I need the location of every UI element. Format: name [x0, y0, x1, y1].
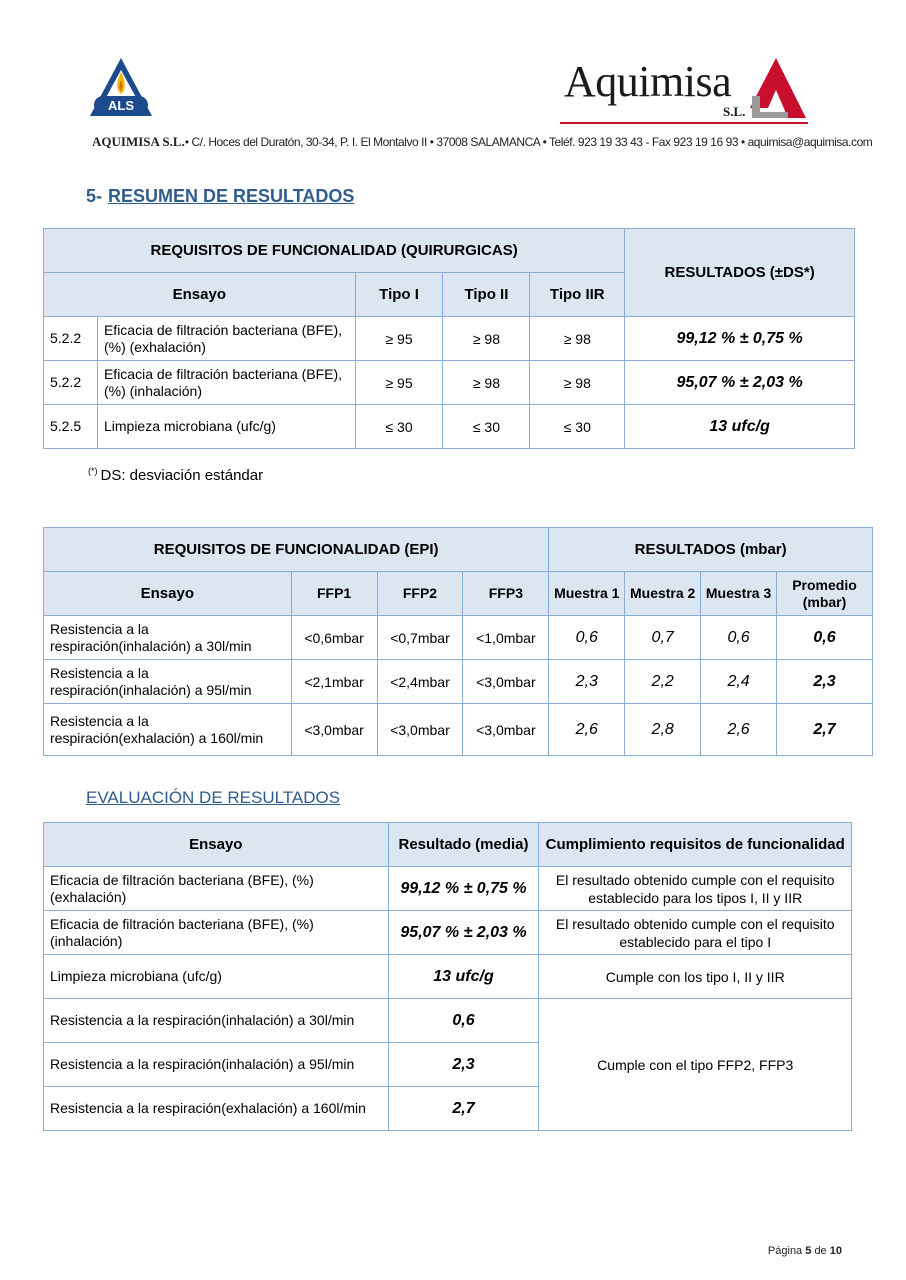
- company-address: [92, 134, 873, 150]
- row-muestra3: 0,6: [701, 616, 777, 660]
- row-ffp1: <3,0mbar: [291, 704, 377, 756]
- table2-col-ffp3: FFP3: [463, 572, 549, 616]
- row-ffp2: <2,4mbar: [377, 660, 463, 704]
- footnote: [88, 466, 263, 484]
- row-ensayo: Eficacia de filtración bacteriana (BFE), (%) (exhalación): [97, 317, 355, 361]
- footnote-mark: (*): [88, 466, 98, 476]
- table-row: [44, 660, 873, 704]
- row-ensayo: Limpieza microbiana (ufc/g): [44, 955, 389, 999]
- table2-col-ffp2: FFP2: [377, 572, 463, 616]
- row-ffp3: <1,0mbar: [463, 616, 549, 660]
- header-divider: [560, 122, 808, 124]
- table2-col-muestra2: Muestra 2: [625, 572, 701, 616]
- epi-requirements-table: [43, 527, 873, 756]
- page-current: 5: [805, 1245, 812, 1257]
- row-muestra2: 2,8: [625, 704, 701, 756]
- table-row: [44, 704, 873, 756]
- aquimisa-logo: [560, 54, 810, 124]
- table-row: [44, 999, 852, 1043]
- section-title-text: RESUMEN DE RESULTADOS: [108, 186, 355, 206]
- aquimisa-mark-icon: [746, 56, 810, 120]
- evaluation-table: [43, 822, 852, 1131]
- row-ensayo: Resistencia a la respiración(inhalación) a 30l/min: [44, 999, 389, 1043]
- row-tipo2: ≤ 30: [443, 405, 530, 449]
- row-cumplimiento: El resultado obtenido cumple con el requisito establecido para el tipo I: [539, 911, 852, 955]
- page-header: [0, 0, 906, 160]
- row-muestra3: 2,6: [701, 704, 777, 756]
- row-result: 99,12 % ± 0,75 %: [625, 317, 855, 361]
- table2-title: REQUISITOS DE FUNCIONALIDAD (EPI): [44, 528, 549, 572]
- evaluation-title: EVALUACIÓN DE RESULTADOS: [86, 788, 341, 807]
- row-ensayo: Resistencia a la respiración(exhalación) a 160l/min: [44, 704, 292, 756]
- table-row: [44, 361, 855, 405]
- table1-col-ensayo: Ensayo: [44, 273, 356, 317]
- row-ensayo: Eficacia de filtración bacteriana (BFE), (%) (inhalación): [44, 911, 389, 955]
- row-tipo2: ≥ 98: [443, 361, 530, 405]
- table2-col-promedio: Promedio (mbar): [777, 572, 873, 616]
- als-logo-text: ALS: [108, 98, 134, 113]
- row-ffp3: <3,0mbar: [463, 704, 549, 756]
- row-muestra1: 2,3: [549, 660, 625, 704]
- table2-results-header: RESULTADOS (mbar): [549, 528, 873, 572]
- row-resultado: 13 ufc/g: [388, 955, 539, 999]
- merged-cumplimiento: Cumple con el tipo FFP2, FFP3: [539, 999, 852, 1131]
- row-result: 13 ufc/g: [625, 405, 855, 449]
- row-tipo3: ≥ 98: [530, 317, 625, 361]
- als-logo: [88, 56, 154, 118]
- table-row: [44, 867, 852, 911]
- row-ffp1: <2,1mbar: [291, 660, 377, 704]
- row-resultado: 2,7: [388, 1087, 539, 1131]
- row-muestra2: 0,7: [625, 616, 701, 660]
- row-tipo2: ≥ 98: [443, 317, 530, 361]
- surgical-requirements-table: [43, 228, 855, 449]
- row-cumplimiento: El resultado obtenido cumple con el requisito establecido para los tipos I, II y IIR: [539, 867, 852, 911]
- table2-col-muestra3: Muestra 3: [701, 572, 777, 616]
- row-ensayo: Resistencia a la respiración(inhalación) a 95l/min: [44, 660, 292, 704]
- row-cumplimiento: Cumple con los tipo I, II y IIR: [539, 955, 852, 999]
- table2-col-ensayo: Ensayo: [44, 572, 292, 616]
- page-sep: de: [814, 1245, 827, 1257]
- table1-col-tipo3: Tipo IIR: [530, 273, 625, 317]
- row-tipo3: ≥ 98: [530, 361, 625, 405]
- row-muestra1: 2,6: [549, 704, 625, 756]
- company-name: AQUIMISA S.L.: [92, 134, 185, 149]
- row-ensayo: Resistencia a la respiración(inhalación) a 95l/min: [44, 1043, 389, 1087]
- table1-col-tipo1: Tipo I: [355, 273, 443, 317]
- row-muestra2: 2,2: [625, 660, 701, 704]
- page-total: 10: [829, 1245, 842, 1257]
- row-resultado: 99,12 % ± 0,75 %: [388, 867, 539, 911]
- row-tipo1: ≤ 30: [355, 405, 443, 449]
- table-row: [44, 616, 873, 660]
- row-ffp2: <3,0mbar: [377, 704, 463, 756]
- table-row: [44, 911, 852, 955]
- row-promedio: 2,7: [777, 704, 873, 756]
- footnote-text: DS: desviación estándar: [100, 467, 264, 484]
- row-code: 5.2.2: [44, 317, 98, 361]
- page-label: Página: [767, 1245, 803, 1257]
- row-ffp1: <0,6mbar: [291, 616, 377, 660]
- row-promedio: 0,6: [777, 616, 873, 660]
- row-muestra1: 0,6: [549, 616, 625, 660]
- table1-col-tipo2: Tipo II: [443, 273, 530, 317]
- row-code: 5.2.5: [44, 405, 98, 449]
- row-resultado: 95,07 % ± 2,03 %: [388, 911, 539, 955]
- table-row: [44, 317, 855, 361]
- table2-col-ffp1: FFP1: [291, 572, 377, 616]
- section-title: [86, 186, 354, 207]
- row-muestra3: 2,4: [701, 660, 777, 704]
- row-result: 95,07 % ± 2,03 %: [625, 361, 855, 405]
- row-ensayo: Eficacia de filtración bacteriana (BFE), (%) (exhalación): [44, 867, 389, 911]
- table2-col-muestra1: Muestra 1: [549, 572, 625, 616]
- page-number: [768, 1245, 842, 1257]
- row-ffp3: <3,0mbar: [463, 660, 549, 704]
- row-ensayo: Eficacia de filtración bacteriana (BFE), (%) (inhalación): [97, 361, 355, 405]
- brand-suffix: S.L.: [723, 104, 746, 119]
- row-tipo1: ≥ 95: [355, 317, 443, 361]
- row-ensayo: Resistencia a la respiración(exhalación) a 160l/min: [44, 1087, 389, 1131]
- row-tipo3: ≤ 30: [530, 405, 625, 449]
- row-promedio: 2,3: [777, 660, 873, 704]
- row-tipo1: ≥ 95: [355, 361, 443, 405]
- table1-results-header: RESULTADOS (±DS*): [625, 229, 855, 317]
- row-resultado: 0,6: [388, 999, 539, 1043]
- row-ensayo: Limpieza microbiana (ufc/g): [97, 405, 355, 449]
- eval-col-cumplimiento: Cumplimiento requisitos de funcionalidad: [539, 823, 852, 867]
- brand-name: Aquimisa: [564, 57, 732, 106]
- eval-col-ensayo: Ensayo: [44, 823, 389, 867]
- row-ensayo: Resistencia a la respiración(inhalación) a 30l/min: [44, 616, 292, 660]
- table-row: [44, 405, 855, 449]
- table-row: [44, 955, 852, 999]
- row-ffp2: <0,7mbar: [377, 616, 463, 660]
- table1-title: REQUISITOS DE FUNCIONALIDAD (QUIRURGICAS): [44, 229, 625, 273]
- eval-col-resultado: Resultado (media): [388, 823, 539, 867]
- row-resultado: 2,3: [388, 1043, 539, 1087]
- row-code: 5.2.2: [44, 361, 98, 405]
- section-number: 5-: [86, 186, 103, 206]
- address-text: • C/. Hoces del Duratón, 30-34, P. I. El Montalvo II • 37008 SALAMANCA • Teléf. 923 19 33 43 - Fax 923 19 16 93 • aquimisa@aquimisa.com: [184, 135, 873, 149]
